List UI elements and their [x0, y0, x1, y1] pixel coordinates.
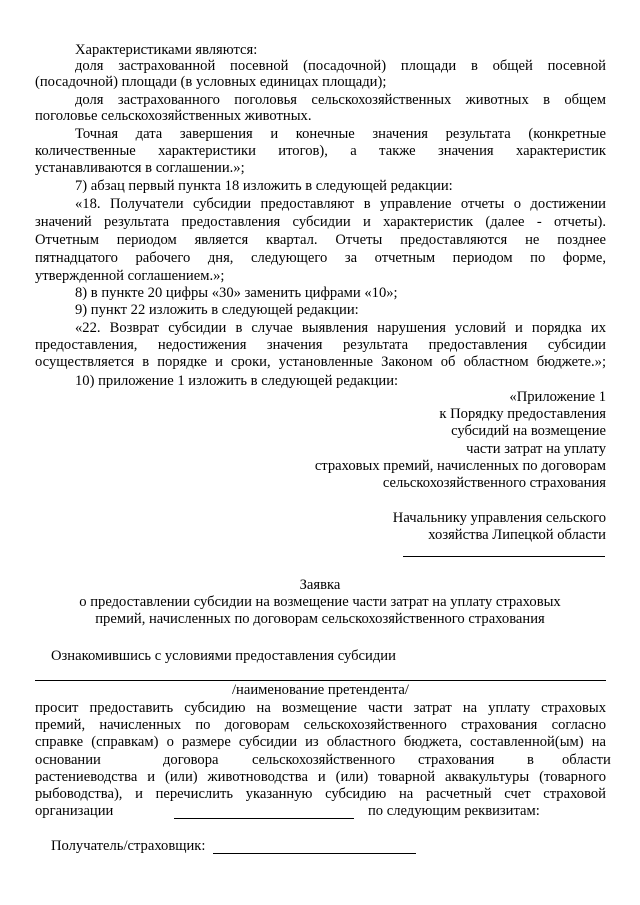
appendix-line: субсидий на возмещение — [451, 423, 606, 439]
form-subtitle: о предоставлении субсидии на возмещение части затрат на уплату страховых — [79, 594, 561, 610]
applicant-name-line — [35, 680, 606, 681]
recipient-label: Получатель/страховщик: — [51, 838, 206, 854]
text-line: 7) абзац первый пункта 18 изложить в следующей редакции: — [75, 178, 453, 194]
text-line: «22. Возврат субсидии в случае выявления нарушения условий и порядка их — [75, 320, 606, 336]
appendix-line: части затрат на уплату — [466, 441, 606, 457]
form-text-line: справке (справкам) о размере субсидии из областного бюджета, составленной(ым) на — [35, 734, 606, 750]
form-text-word: в — [527, 752, 534, 768]
text-line: устанавливаются в соглашении.»; — [35, 160, 245, 176]
form-title: Заявка — [299, 577, 341, 593]
text-line: значений результата предоставления субсидии и характеристик (далее - отчеты). — [35, 214, 606, 230]
text-line: утвержденной соглашением.»; — [35, 268, 225, 284]
text-line: Характеристиками являются: — [75, 42, 258, 58]
text-line: Точная дата завершения и конечные значения результата (конкретные — [75, 126, 606, 142]
addressee-line: Начальнику управления сельского — [392, 510, 606, 526]
form-text-word: области — [562, 752, 611, 768]
appendix-line: к Порядку предоставления — [439, 406, 606, 422]
text-line: доля застрахованной посевной (посадочной) площади в общей посевной — [75, 58, 606, 74]
text-line: 8) в пункте 20 цифры «30» заменить цифрами «10»; — [75, 285, 398, 301]
form-text-word: страхования — [418, 752, 495, 768]
text-line: 9) пункт 22 изложить в следующей редакции: — [75, 302, 359, 318]
text-line: 10) приложение 1 изложить в следующей редакции: — [75, 373, 399, 389]
form-text-word: организации — [35, 803, 114, 819]
text-line: количественные характеристики итогов), а также значения характеристик — [35, 143, 606, 159]
addressee-signature-line — [403, 556, 605, 557]
appendix-heading: «Приложение 1 — [509, 389, 606, 405]
form-intro: Ознакомившись с условиями предоставления субсидии — [51, 648, 396, 664]
text-line: поголовье сельскохозяйственных животных. — [35, 108, 312, 124]
form-text-line: просит предоставить субсидию на возмещение части затрат на уплату страховых — [35, 700, 606, 716]
insurer-name-line — [174, 818, 354, 819]
appendix-line: страховых премий, начисленных по договорам — [314, 458, 606, 474]
text-line: доля застрахованного поголовья сельскохозяйственных животных в общем — [75, 92, 606, 108]
text-line: «18. Получатели субсидии предоставляют в управление отчеты о достижении — [75, 196, 606, 212]
text-line: (посадочной) площади (в условных единицах площади); — [35, 74, 387, 90]
form-subtitle: премий, начисленных по договорам сельскохозяйственного страхования — [95, 611, 545, 627]
recipient-line — [213, 853, 416, 854]
form-text-word: сельскохозяйственного — [252, 752, 396, 768]
text-line: Отчетным периодом является квартал. Отчеты предоставляются не позднее — [35, 232, 606, 248]
form-text-line: премий, начисленных по договорам сельскохозяйственного страхования согласно — [35, 717, 606, 733]
form-text-word: договора — [163, 752, 219, 768]
text-line: осуществляется в порядке и сроки, установленные Законом об областном бюджете.»; — [35, 354, 606, 370]
addressee-line: хозяйства Липецкой области — [428, 527, 606, 543]
form-text-line: по следующим реквизитам: — [368, 803, 540, 819]
text-line: пятнадцатого рабочего дня, следующего за отчетным периодом по форме, — [35, 250, 606, 266]
form-text-line: рыбоводства), и перечислить указанную субсидию на расчетный счет страховой — [35, 786, 606, 802]
text-line: предоставления, недостижения значения результата предоставления субсидии — [35, 337, 606, 353]
form-text-line: растениеводства и (или) животноводства и (или) товарной аквакультуры (товарного — [35, 769, 606, 785]
applicant-name-caption: /наименование претендента/ — [232, 682, 409, 698]
appendix-line: сельскохозяйственного страхования — [382, 475, 606, 491]
form-text-word: основании — [35, 752, 101, 768]
